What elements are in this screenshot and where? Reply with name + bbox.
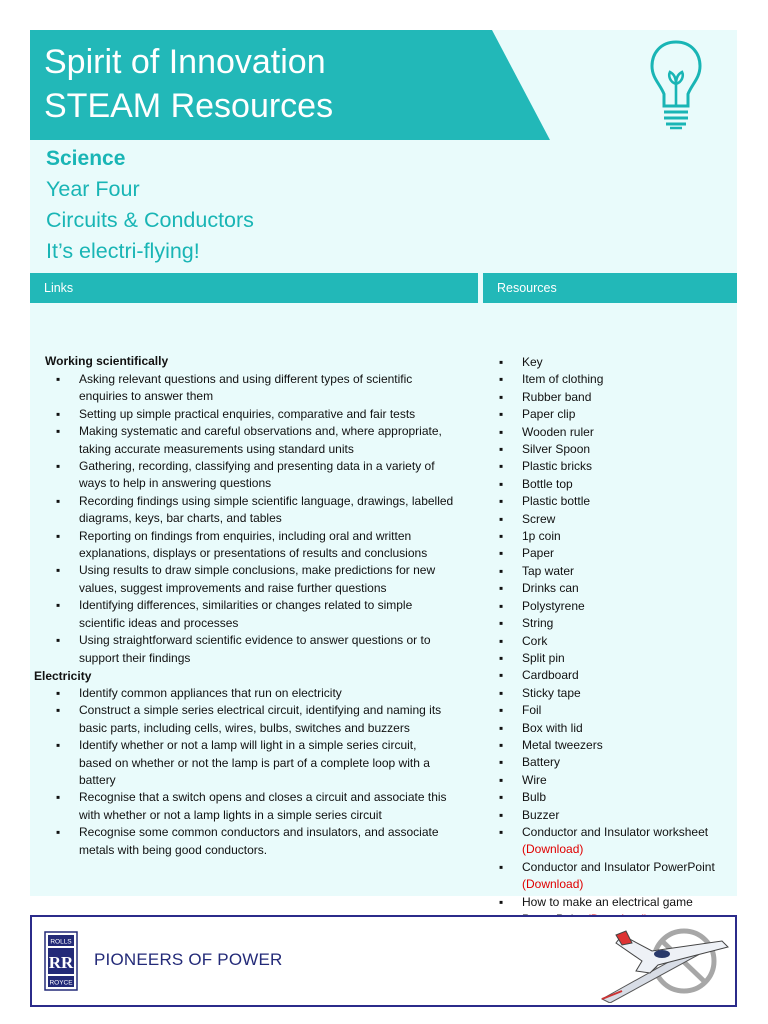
resource-item: ▪ 1p coin xyxy=(499,528,735,545)
tagline-label: It’s electri-flying! xyxy=(46,239,200,263)
resource-item: ▪ Plastic bottle xyxy=(499,493,735,510)
resource-item: ▪ Cardboard xyxy=(499,667,735,684)
resource-item: ▪ Key xyxy=(499,354,735,371)
resource-item: ▪ Tap water xyxy=(499,563,735,580)
list-item: ▪ Identify whether or not a lamp will light in a simple series circuit, based on whether or not the lamp is part of a complete loop with a battery xyxy=(56,737,476,789)
list-item: ▪ Making systematic and careful observations and, where appropriate, taking accurate measurements using standard units xyxy=(56,423,476,458)
resource-item: ▪ Plastic bricks xyxy=(499,458,735,475)
links-header: Links xyxy=(30,273,478,303)
resource-item: ▪ Rubber band xyxy=(499,389,735,406)
footer-tagline: PIONEERS OF POWER xyxy=(94,950,283,969)
list-item: ▪ Recognise some common conductors and insulators, and associate metals with being good conductors. xyxy=(56,824,476,859)
year-label: Year Four xyxy=(46,177,140,201)
resource-item: ▪ Paper clip xyxy=(499,406,735,423)
download-link[interactable]: (Download) xyxy=(522,877,584,892)
section-title-electricity: Electricity xyxy=(34,669,92,683)
resource-item-download xyxy=(499,824,735,859)
list-item: ▪ Recognise that a switch opens and closes a circuit and associate this with whether or not a lamp lights in a simple series circuit xyxy=(56,789,476,824)
topic-label: Circuits & Conductors xyxy=(46,208,254,232)
resource-item: ▪ Item of clothing xyxy=(499,371,735,388)
resource-item-download xyxy=(499,859,735,894)
list-item: ▪ Setting up simple practical enquiries, comparative and fair tests xyxy=(56,406,476,423)
resource-item: ▪ Sticky tape xyxy=(499,685,735,702)
banner-title-line2: STEAM Resources xyxy=(44,87,334,125)
lightbulb-icon xyxy=(646,38,706,130)
svg-text:ROLLS: ROLLS xyxy=(50,938,72,946)
section-title-working-scientifically: Working scientifically xyxy=(45,354,169,368)
resource-item: ▪ Box with lid xyxy=(499,720,735,737)
resources-list xyxy=(499,354,735,928)
list-item: ▪ Using straightforward scientific evidence to answer questions or to support their findings xyxy=(56,632,476,667)
electricity-list xyxy=(56,685,476,859)
banner-title-line1: Spirit of Innovation xyxy=(44,43,326,81)
svg-text:ROYCE: ROYCE xyxy=(49,979,73,987)
resources-header: Resources xyxy=(483,273,737,303)
resource-item: ▪ Silver Spoon xyxy=(499,441,735,458)
resource-item: ▪ Battery xyxy=(499,754,735,771)
resource-item: ▪ Bottle top xyxy=(499,476,735,493)
download-item-label: How to make an electrical game xyxy=(522,894,693,909)
download-item-label: Conductor and Insulator PowerPoint xyxy=(522,859,715,874)
resource-sheet xyxy=(30,30,737,909)
resource-item: ▪ Wooden ruler xyxy=(499,424,735,441)
list-item: ▪ Recording findings using simple scientific language, drawings, labelled diagrams, keys, bar charts, and tables xyxy=(56,493,476,528)
resource-item: ▪ Paper xyxy=(499,545,735,562)
resource-item: ▪ String xyxy=(499,615,735,632)
resource-item: ▪ Bulb xyxy=(499,789,735,806)
list-item: ▪ Identifying differences, similarities or changes related to simple scientific ideas and processes xyxy=(56,597,476,632)
resource-item: ▪ Split pin xyxy=(499,650,735,667)
resource-item: ▪ Screw xyxy=(499,511,735,528)
resource-item: ▪ Cork xyxy=(499,633,735,650)
list-item: ▪ Using results to draw simple conclusions, make predictions for new values, suggest improvements and raise further questions xyxy=(56,562,476,597)
rolls-royce-logo xyxy=(44,931,78,991)
aircraft-icon xyxy=(592,921,732,1003)
subheading xyxy=(46,143,254,267)
resource-item: ▪ Wire xyxy=(499,772,735,789)
resource-item: ▪ Buzzer xyxy=(499,807,735,824)
list-item: ▪ Reporting on findings from enquiries, including oral and written explanations, displays or presentations of results and conclusions xyxy=(56,528,476,563)
subject-label: Science xyxy=(46,147,126,170)
list-item: ▪ Identify common appliances that run on electricity xyxy=(56,685,476,702)
list-item: ▪ Asking relevant questions and using different types of scientific enquiries to answer them xyxy=(56,371,476,406)
resource-item: ▪ Drinks can xyxy=(499,580,735,597)
list-item: ▪ Gathering, recording, classifying and presenting data in a variety of ways to help in answering questions xyxy=(56,458,476,493)
banner-title xyxy=(44,40,333,128)
download-link[interactable]: (Download) xyxy=(522,842,584,857)
working-scientifically-list xyxy=(56,371,476,667)
resource-item: ▪ Foil xyxy=(499,702,735,719)
resource-item: ▪ Metal tweezers xyxy=(499,737,735,754)
download-item-label: Conductor and Insulator worksheet xyxy=(522,824,709,839)
svg-text:RR: RR xyxy=(48,953,74,972)
list-item: ▪ Construct a simple series electrical circuit, identifying and naming its basic parts, including cells, wires, bulbs, switches and buzzers xyxy=(56,702,476,737)
footer-banner xyxy=(30,915,737,1007)
resource-item: ▪ Polystyrene xyxy=(499,598,735,615)
